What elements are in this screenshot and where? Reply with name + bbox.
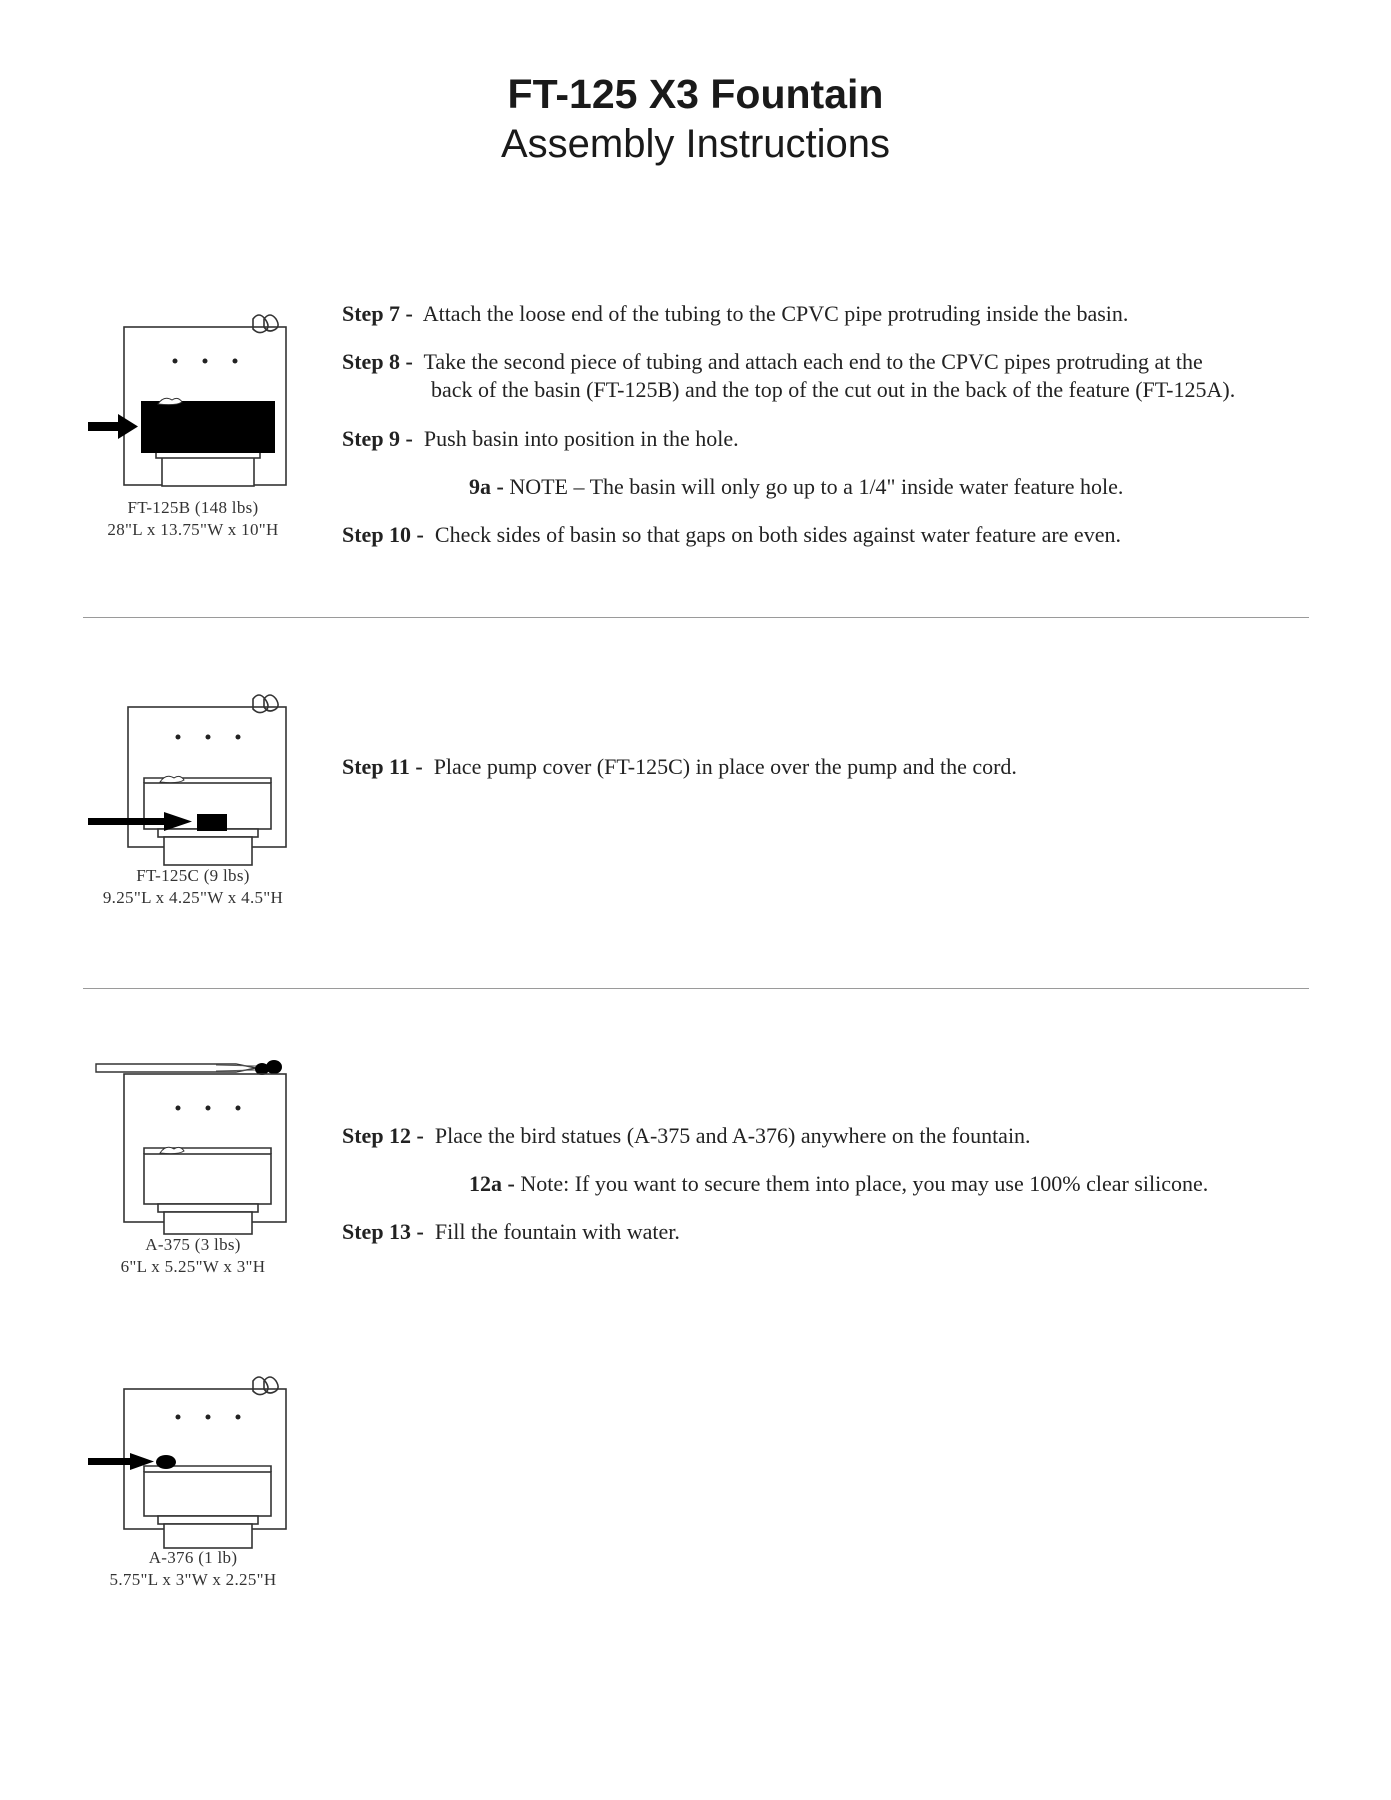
figure-caption [78, 865, 308, 909]
caption-dimensions: 5.75"L x 3"W x 2.25"H [109, 1570, 277, 1589]
note-label: 12a - [469, 1171, 515, 1196]
step-12 [342, 1122, 1031, 1150]
note-text: NOTE – The basin will only go up to a 1/4" inside water feature hole. [509, 474, 1124, 499]
caption-part-name: FT-125C (9 lbs) [136, 866, 250, 885]
page-title: FT-125 X3 Fountain [507, 71, 884, 117]
step-9 [342, 425, 739, 453]
step-label: Step 7 - [342, 301, 413, 326]
step-label: Step 9 - [342, 426, 413, 451]
step-8 [342, 348, 1203, 376]
step-text: Attach the loose end of the tubing to the CPVC pipe protruding inside the basin. [422, 301, 1129, 326]
figure-caption [78, 497, 308, 541]
a-376-diagram [86, 1372, 296, 1552]
caption-dimensions: 28"L x 13.75"W x 10"H [107, 520, 279, 539]
a-375-diagram [86, 1052, 296, 1237]
caption-part-name: FT-125B (148 lbs) [127, 498, 259, 517]
bird-statue-icon [96, 1060, 282, 1075]
step-label: Step 10 - [342, 522, 424, 547]
section-divider [83, 988, 1309, 989]
step-text: Push basin into position in the hole. [423, 426, 739, 451]
figure-caption [78, 1547, 308, 1591]
rock-ornament-icon [253, 695, 278, 713]
step-text: Place the bird statues (A-375 and A-376) anywhere on the fountain. [434, 1123, 1031, 1148]
arrow-icon [88, 414, 138, 439]
ft-125b-diagram [86, 310, 296, 505]
step-label: Step 11 - [342, 754, 423, 779]
note-9a [469, 473, 1123, 501]
step-10 [342, 521, 1121, 549]
rock-ornament-icon [253, 315, 278, 333]
bird-statue-icon [156, 1455, 176, 1469]
section-divider [83, 617, 1309, 618]
note-label: 9a - [469, 474, 504, 499]
step-text: Take the second piece of tubing and attach each end to the CPVC pipes protruding at the [423, 349, 1203, 374]
step-label: Step 12 - [342, 1123, 424, 1148]
note-12a [469, 1170, 1208, 1198]
figure-caption [78, 1234, 308, 1278]
caption-dimensions: 6"L x 5.25"W x 3"H [120, 1257, 266, 1276]
step-label: Step 13 - [342, 1219, 424, 1244]
step-13 [342, 1218, 680, 1246]
rock-ornament-icon [253, 1377, 278, 1395]
step-label: Step 8 - [342, 349, 413, 374]
step-text: Check sides of basin so that gaps on both sides against water feature are even. [434, 522, 1121, 547]
page-subtitle: Assembly Instructions [500, 122, 891, 166]
step-text: Fill the fountain with water. [434, 1219, 680, 1244]
note-text: Note: If you want to secure them into place, you may use 100% clear silicone. [520, 1171, 1209, 1196]
step-text: Place pump cover (FT-125C) in place over the pump and the cord. [433, 754, 1017, 779]
caption-part-name: A-376 (1 lb) [148, 1548, 238, 1567]
step-7 [342, 300, 1128, 328]
caption-part-name: A-375 (3 lbs) [145, 1235, 241, 1254]
step-11 [342, 753, 1017, 781]
caption-dimensions: 9.25"L x 4.25"W x 4.5"H [102, 888, 284, 907]
ft-125c-diagram [86, 690, 296, 870]
step-8-continuation: back of the basin (FT-125B) and the top of the cut out in the back of the feature (FT-125A). [431, 377, 1236, 402]
